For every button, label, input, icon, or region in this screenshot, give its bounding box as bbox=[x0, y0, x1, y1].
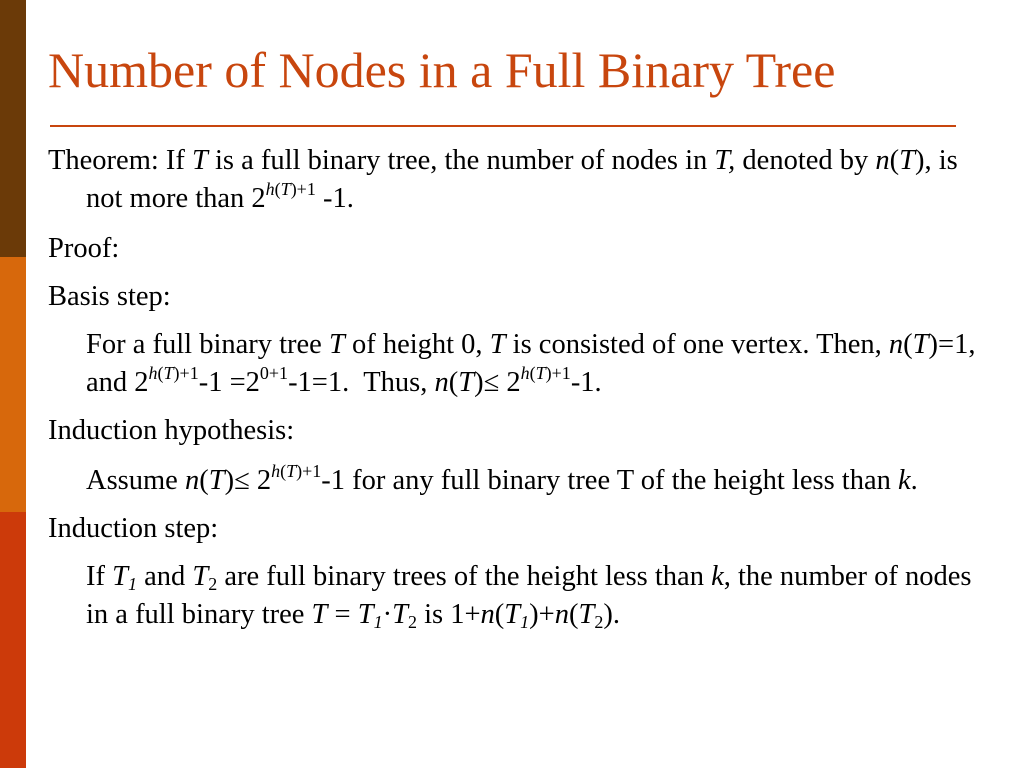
text-run: and bbox=[136, 561, 193, 592]
math-var: T bbox=[912, 329, 929, 360]
exponent bbox=[521, 363, 571, 383]
sidebar-segment-middle bbox=[0, 257, 26, 512]
slide-body bbox=[48, 142, 998, 634]
subscript: 2 bbox=[407, 612, 417, 632]
math-var: n bbox=[480, 599, 495, 630]
exponent bbox=[149, 363, 199, 383]
math-var: T bbox=[392, 599, 408, 630]
text-run: denoted by bbox=[735, 145, 876, 176]
math-var: 1 bbox=[127, 574, 137, 594]
text-run: )≤ 2 bbox=[224, 465, 272, 496]
text-run: ( bbox=[529, 363, 536, 383]
math-var: T bbox=[192, 561, 209, 592]
text-run: ( bbox=[568, 599, 579, 630]
text-run: ( bbox=[199, 465, 209, 496]
math-var: T bbox=[112, 561, 128, 592]
slide-title: Number of Nodes in a Full Binary Tree bbox=[48, 42, 836, 98]
proof-label: Proof: bbox=[48, 233, 120, 264]
math-var: T bbox=[163, 363, 174, 383]
math-var: h bbox=[271, 461, 281, 481]
math-var: T bbox=[458, 367, 475, 398]
text-run: ( bbox=[889, 145, 900, 176]
step-label: Induction step: bbox=[48, 513, 219, 544]
text-run: ( bbox=[157, 363, 164, 383]
text-run: is 1+ bbox=[416, 599, 481, 630]
step-paragraph bbox=[48, 558, 998, 634]
text-run: )+1 bbox=[173, 363, 199, 383]
basis-label: Basis step: bbox=[48, 281, 171, 312]
text-run: is consisted of one vertex. Then, bbox=[505, 329, 889, 360]
math-var: T bbox=[489, 329, 506, 360]
theorem-paragraph bbox=[48, 142, 998, 218]
math-var: n bbox=[888, 329, 904, 360]
math-var: T bbox=[208, 465, 225, 496]
math-var: T bbox=[280, 179, 291, 199]
text-run: -1. bbox=[570, 367, 602, 398]
subscript bbox=[374, 612, 383, 632]
text-run: Assume bbox=[86, 465, 185, 496]
text-run: are full binary trees of the height less than bbox=[217, 561, 712, 592]
text-run: For a full binary tree bbox=[86, 329, 329, 360]
text-run: )+ bbox=[529, 599, 555, 630]
math-var: 1 bbox=[520, 612, 530, 632]
basis-paragraph bbox=[48, 326, 998, 402]
text-run: )+1 bbox=[290, 179, 316, 199]
math-var: T bbox=[192, 145, 208, 176]
math-var: T bbox=[504, 599, 521, 630]
math-var: n bbox=[875, 145, 890, 176]
math-var: h bbox=[520, 363, 530, 383]
text-run: ), is not more than 2 bbox=[86, 145, 958, 214]
text-run: -1 =2 bbox=[198, 367, 260, 398]
math-var: 1 bbox=[373, 612, 383, 632]
subscript: 2 bbox=[594, 612, 604, 632]
math-var: k bbox=[711, 561, 724, 592]
hypothesis-label: Induction hypothesis: bbox=[48, 415, 295, 446]
text-run: If bbox=[86, 561, 113, 592]
text-run: ( bbox=[448, 367, 459, 398]
text-run: )≤ 2 bbox=[474, 367, 521, 398]
sidebar-segment-top bbox=[0, 0, 26, 257]
text-run: )+1 bbox=[545, 363, 571, 383]
text-run: )=1, and 2 bbox=[86, 329, 976, 398]
text-run: ). bbox=[603, 599, 620, 630]
slide-sidebar bbox=[0, 0, 26, 768]
text-run: )+1 bbox=[296, 461, 322, 481]
math-var: T bbox=[535, 363, 546, 383]
sidebar-segment-bottom bbox=[0, 512, 26, 768]
hypothesis-paragraph bbox=[48, 462, 998, 500]
subscript bbox=[520, 612, 529, 632]
math-var: T bbox=[328, 329, 345, 360]
text-run: -1 for any full binary tree T of the height less than bbox=[321, 465, 898, 496]
text-run: ( bbox=[280, 461, 287, 481]
exponent bbox=[271, 461, 321, 481]
text-run: Thus, bbox=[363, 367, 435, 398]
text-run: , the number of nodes in a full binary tree bbox=[86, 561, 972, 630]
math-var: T bbox=[899, 145, 915, 176]
math-var: T bbox=[578, 599, 595, 630]
math-var: k bbox=[897, 465, 911, 496]
math-var: T bbox=[311, 599, 328, 630]
subscript bbox=[128, 574, 137, 594]
text-run: -1. bbox=[315, 183, 354, 214]
text-run: ( bbox=[903, 329, 913, 360]
subscript: 2 bbox=[208, 574, 218, 594]
text-run: of height 0, bbox=[344, 329, 490, 360]
text-run: -1=1. bbox=[288, 367, 350, 398]
math-var: n bbox=[184, 465, 200, 496]
text-run: Theorem: If bbox=[48, 145, 193, 176]
exponent: 0+1 bbox=[259, 363, 289, 383]
text-run: = bbox=[327, 599, 358, 630]
text-run: . bbox=[910, 465, 918, 496]
text-run: ( bbox=[274, 179, 281, 199]
math-var: T bbox=[286, 461, 297, 481]
math-var: T, bbox=[714, 145, 736, 176]
math-var: T bbox=[357, 599, 374, 630]
text-run: · bbox=[382, 599, 393, 630]
text-run: is a full binary tree, the number of nodes in bbox=[207, 145, 715, 176]
math-var: n bbox=[554, 599, 569, 630]
title-underline bbox=[50, 125, 956, 127]
math-var: h bbox=[265, 179, 275, 199]
text-run: ( bbox=[494, 599, 505, 630]
exponent bbox=[266, 179, 316, 199]
math-var: h bbox=[148, 363, 158, 383]
math-var: n bbox=[434, 367, 449, 398]
